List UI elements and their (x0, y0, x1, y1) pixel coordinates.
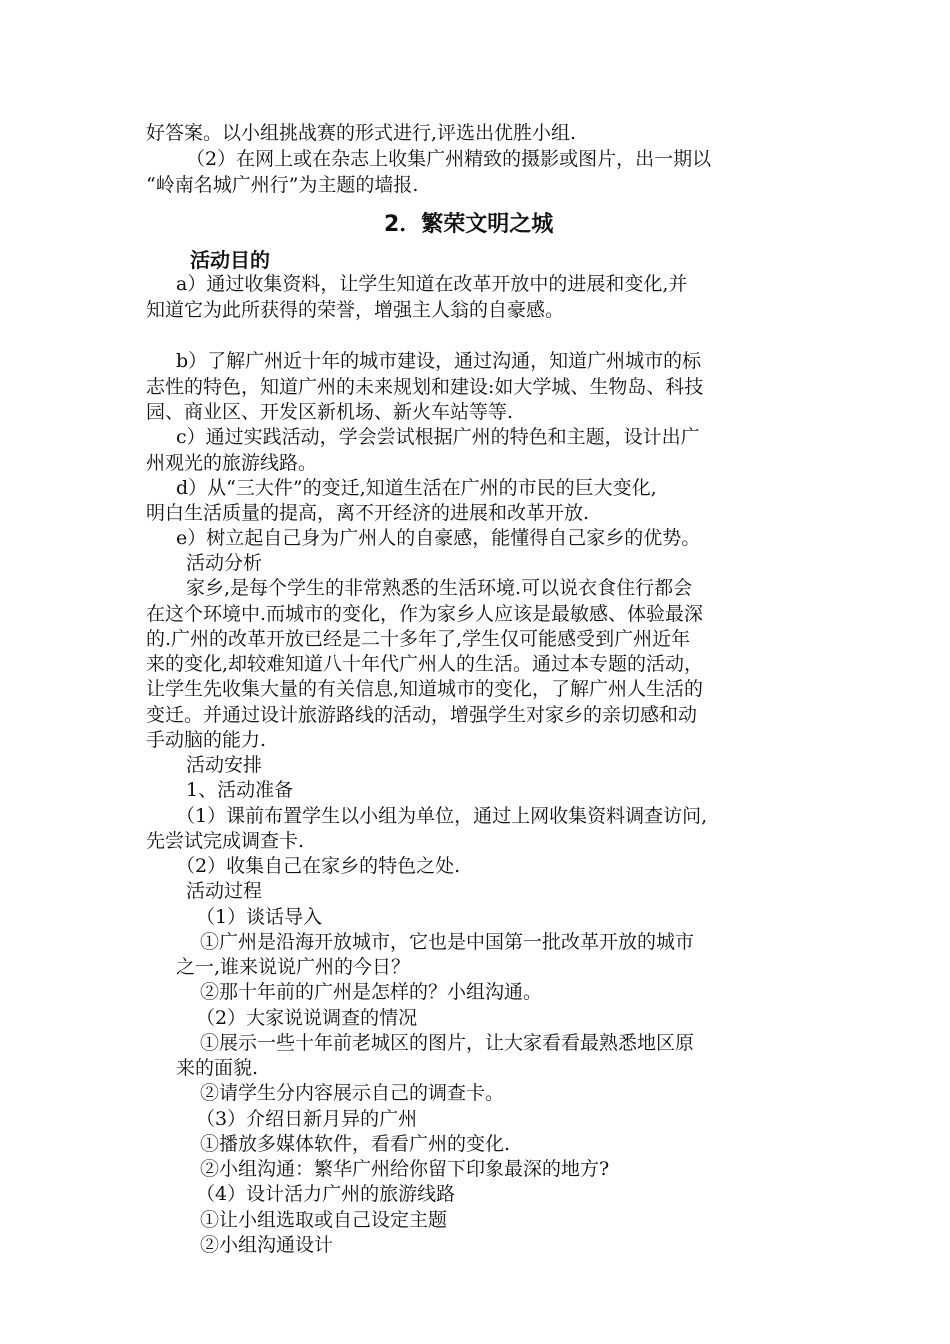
section-heading: 2．繁荣文明之城 (384, 212, 554, 237)
text-line: ①展示一些十年前老城区的图片，让大家看看最熟悉地区原 (200, 1032, 695, 1054)
text-line: b）了解广州近十年的城市建设，通过沟通，知道广州城市的标 (176, 350, 702, 372)
text-line: （1）课前布置学生以小组为单位，通过上网收集资料调查访问, (176, 805, 708, 827)
text-line: 的.广州的改革开放已经是二十多年了,学生仅可能感受到广州近年 (146, 628, 691, 650)
text-line: （3）介绍日新月异的广州 (196, 1108, 418, 1130)
text-line: 好答案。以小组挑战赛的形式进行,评选出优胜小组. (146, 122, 577, 144)
text-line: 让学生先收集大量的有关信息,知道城市的变化，了解广州人生活的 (146, 678, 704, 700)
text-line: ②小组沟通设计 (200, 1234, 334, 1256)
text-line: 来的面貌. (176, 1057, 259, 1079)
text-line: 志性的特色，知道广州的未来规划和建设:如大学城、生物岛、科技 (146, 376, 704, 398)
text-line: 手动脑的能力. (146, 729, 267, 751)
text-line: （2）收集自己在家乡的特色之处. (176, 855, 461, 877)
text-line: 活动分析 (186, 552, 263, 574)
text-line: （1）谈话导入 (196, 906, 323, 928)
text-line: “岭南名城广州行”为主题的墙报. (146, 174, 419, 196)
text-line: 先尝试完成调查卡. (146, 830, 305, 852)
text-line: 知道它为此所获得的荣誉，增强主人翁的自豪感。 (146, 299, 565, 321)
text-line: 活动安排 (186, 754, 263, 776)
text-line: 变迁。并通过设计旅游路线的活动，增强学生对家乡的亲切感和动 (146, 704, 698, 726)
text-line: a）通过收集资料，让学生知道在改革开放中的进展和变化,并 (176, 273, 688, 295)
text-line: （2）在网上或在杂志上收集广州精致的摄影或图片，出一期以 (186, 148, 712, 170)
text-line: ①广州是沿海开放城市，它也是中国第一批改革开放的城市 (200, 931, 695, 953)
text-line: c）通过实践活动，学会尝试根据广州的特色和主题，设计出广 (176, 426, 700, 448)
text-line: 在这个环境中.而城市的变化，作为家乡人应该是最敏感、体验最深 (146, 603, 704, 625)
text-line: ①播放多媒体软件，看看广州的变化. (200, 1133, 511, 1155)
text-line: 1、活动准备 (186, 779, 294, 801)
text-line: （4）设计活力广州的旅游线路 (196, 1183, 456, 1205)
text-line: ①让小组选取或自己设定主题 (200, 1209, 448, 1231)
text-line: 活动过程 (186, 880, 263, 902)
text-line: 来的变化,却较难知道八十年代广州人的生活。通过本专题的活动， (146, 653, 704, 675)
text-line: 园、商业区、开发区新机场、新火车站等等. (146, 401, 514, 423)
subsection-heading: 活动目的 (190, 248, 270, 272)
text-line: ②请学生分内容展示自己的调查卡。 (200, 1082, 505, 1104)
text-line: ②那十年前的广州是怎样的？小组沟通。 (200, 981, 543, 1003)
text-line: 明白生活质量的提高，离不开经济的进展和改革开放. (146, 502, 590, 524)
text-line: 家乡,是每个学生的非常熟悉的生活环境.可以说衣食住行都会 (186, 577, 693, 599)
text-line: d）从“三大件”的变迁,知道生活在广州的市民的巨大变化, (176, 477, 657, 499)
text-line: （2）大家说说调查的情况 (196, 1007, 418, 1029)
text-line: ②小组沟通：繁华广州给你留下印象最深的地方? (200, 1158, 610, 1180)
text-line: e）树立起自己身为广州人的自豪感，能懂得自己家乡的优势。 (176, 527, 701, 549)
text-line: 之一,谁来说说广州的今日？ (176, 956, 411, 978)
text-line: 州观光的旅游线路。 (146, 452, 318, 474)
